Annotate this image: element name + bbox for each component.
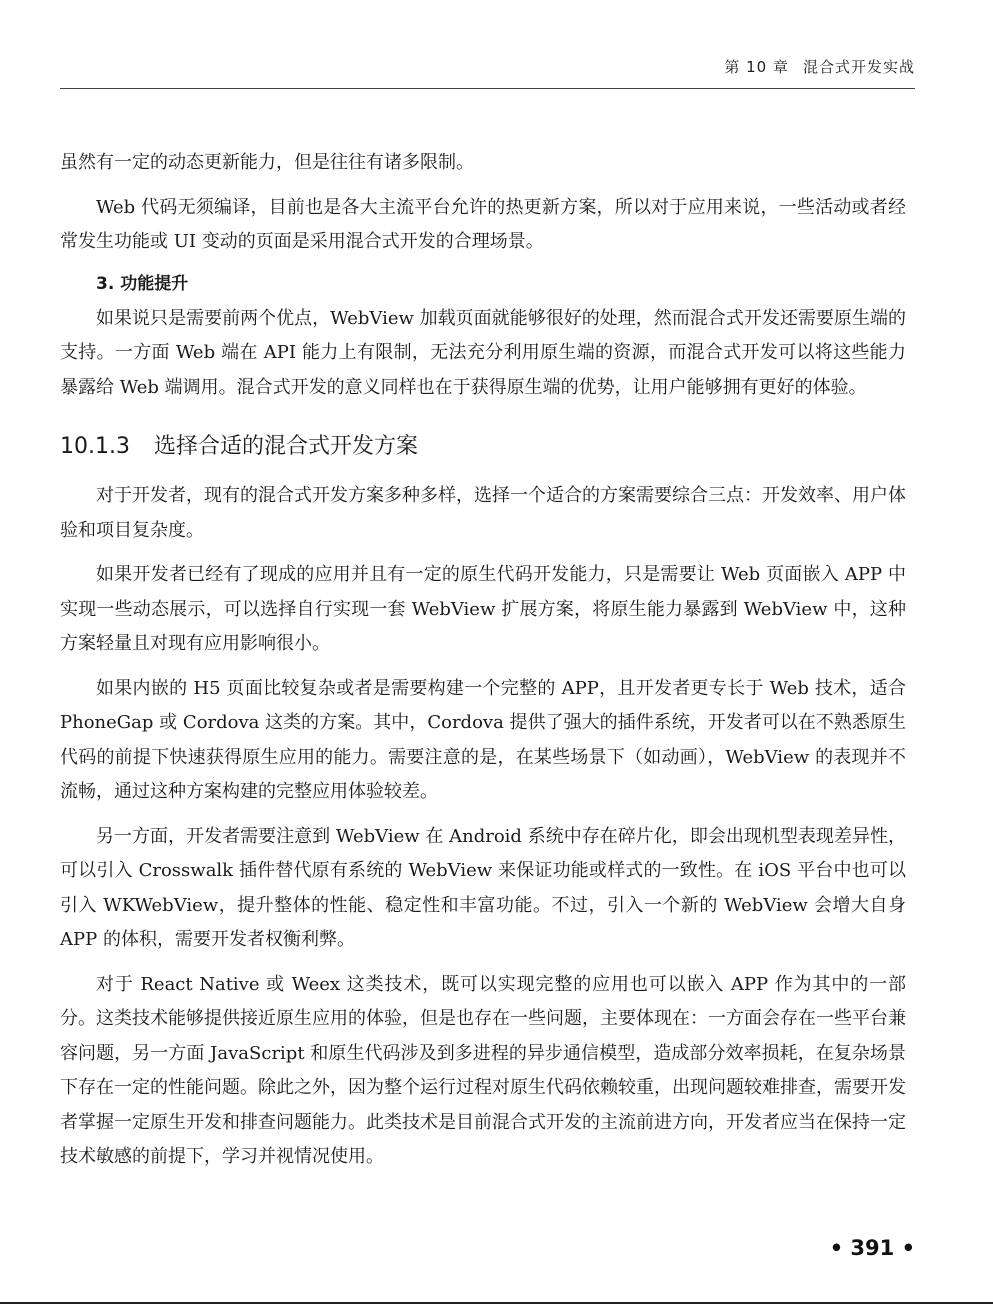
paragraph-continued: 虽然有一定的动态更新能力，但是往往有诸多限制。 — [60, 152, 474, 173]
paragraph-hot-update: Web 代码无须编译，目前也是各大主流平台允许的热更新方案，所以对于应用来说，一些活动或者经常发生功能或 UI 变动的页面是采用混合式开发的合理场景。 — [60, 196, 906, 252]
chapter-title: 混合式开发实战 — [802, 58, 915, 76]
running-header — [724, 56, 915, 77]
page-body — [60, 146, 906, 1175]
paragraph-overview: 对于开发者，现有的混合式开发方案多种多样，选择一个适合的方案需要综合三点：开发效率、用户体验和项目复杂度。 — [60, 485, 906, 541]
paragraph-cordova: 如果内嵌的 H5 页面比较复杂或者是需要构建一个完整的 APP，且开发者更专长于 Web 技术，适合 PhoneGap 或 Cordova 这类的方案。其中，Cordova 提供了强大的插件系统，开发者可以在不熟悉原生代码的前提下快速获得原生应用的能力。需要注意的是，在某些场景下（如动画），WebView 的表现并不流畅，通过这种方案构建的完整应用体验较差。 — [60, 677, 906, 802]
paragraph-react-native: 对于 React Native 或 Weex 这类技术，既可以实现完整的应用也可以嵌入 APP 作为其中的一部分。这类技术能够提供接近原生应用的体验，但是也存在一些问题，主要体现在：一方面会存在一些平台兼容问题，另一方面 JavaScript 和原生代码涉及到多进程的异步通信模型，造成部分效率损耗，在复杂场景下存在一定的性能问题。除此之外，因为整个运行过程对原生代码依赖较重，出现问题较难排查，需要开发者掌握一定原生开发和排查问题能力。此类技术是目前混合式开发的主流前进方向，开发者应当在保持一定技术敏感的前提下，学习并视情况使用。 — [60, 973, 906, 1167]
paragraph-feature-upgrade: 如果说只是需要前两个优点，WebView 加载页面就能够很好的处理，然而混合式开发还需要原生端的支持。一方面 Web 端在 API 能力上有限制，无法充分利用原生端的资源，而混合式开发可以将这些能力暴露给 Web 端调用。混合式开发的意义同样也在于获得原生端的优势，让用户能够拥有更好的体验。 — [60, 307, 906, 398]
paragraph-crosswalk: 另一方面，开发者需要注意到 WebView 在 Android 系统中存在碎片化，即会出现机型表现差异性，可以引入 Crosswalk 插件替代原有系统的 WebView 来保证功能或样式的一致性。在 iOS 平台中也可以引入 WKWebView，提升整体的性能、稳定性和丰富功能。不过，引入一个新的 WebView 会增大自身 APP 的体积，需要开发者权衡利弊。 — [60, 825, 906, 950]
subheading-feature-upgrade: 3. 功能提升 — [96, 273, 189, 294]
paragraph-webview-extension: 如果开发者已经有了现成的应用并且有一定的原生代码开发能力，只是需要让 Web 页面嵌入 APP 中实现一些动态展示，可以选择自行实现一套 WebView 扩展方案，将原生能力暴露到 WebView 中，这种方案轻量且对现有应用影响很小。 — [60, 564, 906, 654]
bottom-edge-line — [0, 1302, 993, 1304]
section-heading — [60, 427, 906, 467]
header-divider — [60, 88, 915, 89]
page-number: • 391 • — [829, 1236, 915, 1260]
section-number: 10.1.3 — [60, 434, 130, 459]
chapter-number: 第 10 章 — [724, 58, 789, 76]
section-title: 选择合适的混合式开发方案 — [153, 434, 418, 459]
